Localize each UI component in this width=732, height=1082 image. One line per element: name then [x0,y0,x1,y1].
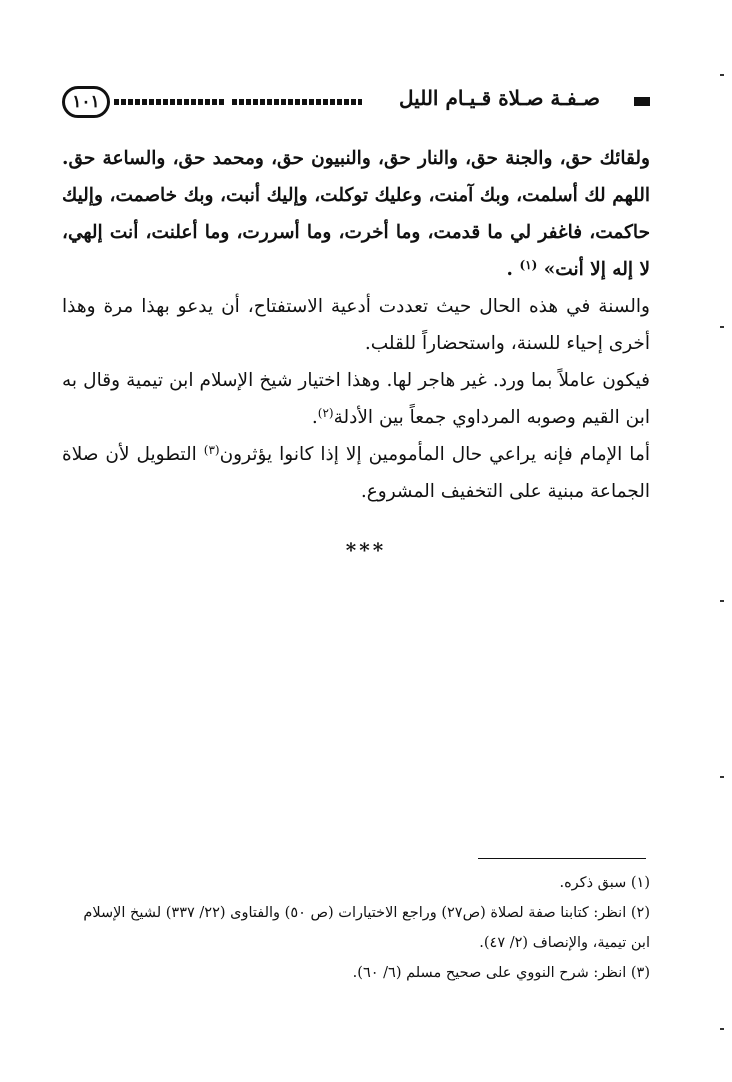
header-rule-end [634,97,650,106]
margin-mark [720,74,724,76]
main-text [62,140,650,510]
paragraph-imam-start: أما الإمام فإنه يراعي حال المأمومين إلا إذا كانوا يؤثرون [219,444,650,465]
section-separator: *** [345,538,387,562]
dua-paragraph [62,140,650,288]
margin-mark [720,600,724,602]
paragraph-ikhtiyar-text: فيكون عاملاً بما ورد. غير هاجر لها. وهذا اختيار شيخ الإسلام ابن تيمية وقال به ابن القيم وصوبه المرداوي جمعاً بين الأدلة [62,370,650,428]
paragraph-imam [62,436,650,510]
paragraph-ikhtiyar-end: . [311,407,318,428]
paragraph-ikhtiyar [62,362,650,436]
footnote-ref-1: (١) [519,258,538,272]
header-rule-middle [232,99,362,105]
header-rule-left [114,99,226,105]
footnote-1: (١) سبق ذكره. [559,875,650,891]
footnotes [62,868,650,988]
margin-mark [720,1028,724,1030]
page-number: ١٠١ [62,86,110,118]
footnote-2: (٢) انظر: كتابنا صفة لصلاة (ص٢٧) وراجع الاختيارات (ص ٥٠) والفتاوى (٢٢/ ٣٣٧) لشيخ الإسلام ابن تيمية، والإنصاف (٢/ ٤٧). [83,905,650,951]
dua-end: . [506,259,513,280]
footnote-ref-2: (٢) [317,406,334,420]
footnote-ref-3: (٣) [203,443,220,457]
dua-text: ولقائك حق، والجنة حق، والنار حق، والنبيون حق، ومحمد حق، والساعة حق. اللهم لك أسلمت، وبك آمنت، وعليك توكلت، وإليك أنبت، وبك خاصمت، وإليك حاكمت، فاغفر لي ما قدمت، وما أخرت، وما أسررت، وما أعلنت، أنت إلهي، لا إله إلا أنت» [62,148,650,280]
paragraph-sunnah: والسنة في هذه الحال حيث تعددت أدعية الاستفتاح، أن يدعو بهذا مرة وهذا أخرى إحياء للسنة، واستحضاراً للقلب. [62,296,650,354]
margin-mark [720,776,724,778]
book-title: صـفـة صـلاة قـيـام الليل [399,86,600,110]
margin-mark [720,326,724,328]
footnote-3: (٣) انظر: شرح النووي على صحيح مسلم (٦/ ٦٠). [352,965,650,981]
footnote-divider [478,858,646,859]
paragraph-imam-end: التطويل لأن صلاة الجماعة مبنية على التخفيف المشروع. [62,444,650,502]
running-header [62,82,654,126]
